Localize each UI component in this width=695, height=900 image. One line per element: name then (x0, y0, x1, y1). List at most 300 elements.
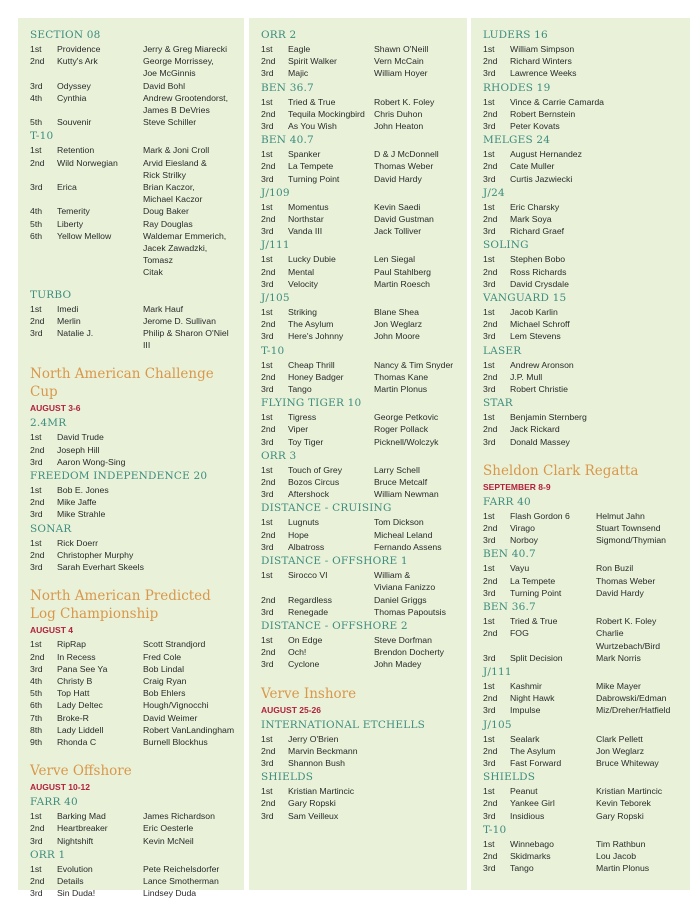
skipper: Gary Ropski (288, 798, 336, 809)
result-row (30, 303, 236, 315)
event-title: Verve Offshore (30, 763, 132, 780)
result-row (261, 569, 459, 593)
class-heading: BEN 36.7 (483, 601, 536, 614)
class-section (483, 238, 682, 290)
skipper: William Hoyer (374, 68, 428, 79)
skipper: John Moore (374, 331, 420, 342)
class-section (261, 449, 459, 501)
result-row (261, 488, 459, 500)
boat-name: Imedi (57, 303, 79, 314)
class-heading: RHODES 19 (483, 81, 551, 94)
class-heading: SONAR (30, 522, 72, 535)
boat-name: The Asylum (288, 319, 334, 330)
class-heading: LUDERS 16 (483, 29, 548, 41)
result-row (261, 423, 459, 435)
skipper: Waldemar Emmerich, Jacek Zawadzki, Tomasz Citak (143, 230, 227, 278)
skipper: Cate Muller (510, 161, 555, 172)
skipper: Fernando Assens (374, 541, 442, 552)
class-section (30, 469, 236, 521)
skipper: D & J McDonnell (374, 149, 439, 160)
class-heading: 2.4MR (30, 417, 67, 430)
result-row (30, 43, 236, 55)
class-section (483, 770, 682, 822)
result-row (30, 699, 236, 711)
class-heading: T-10 (261, 344, 285, 357)
boat-name: Velocity (288, 278, 318, 289)
place: 1st (483, 563, 495, 574)
boat-name: Tango (288, 384, 312, 395)
result-row (30, 537, 236, 549)
result-row (261, 476, 459, 488)
boat-name: Turning Point (288, 173, 340, 184)
boat-name: Lugnuts (288, 517, 319, 528)
result-row (30, 822, 236, 834)
class-heading: J/24 (483, 186, 505, 199)
result-row (483, 359, 682, 371)
result-row (483, 371, 682, 383)
boat-name: Lady Liddell (57, 724, 104, 735)
skipper: Charlie Wurtzebach/Bird (596, 628, 661, 651)
result-row (483, 383, 682, 395)
place: 3rd (261, 226, 274, 237)
results-column-1 (18, 18, 244, 899)
result-row (483, 411, 682, 423)
skipper: Brendon Docherty (374, 647, 445, 658)
boat-name: Vanda III (288, 226, 323, 237)
class-section (483, 344, 682, 396)
boat-name: Top Hatt (57, 688, 90, 699)
place: 4th (30, 92, 43, 103)
boat-name: Souvenir (57, 117, 92, 128)
boat-name: Kashmir (510, 680, 542, 691)
skipper: Robert K. Foley (374, 96, 435, 107)
skipper: Paul Stahlberg (374, 266, 431, 277)
skipper: Daniel Griggs (374, 594, 427, 605)
place: 2nd (483, 523, 498, 534)
result-row (30, 875, 236, 887)
place: 2nd (30, 497, 45, 508)
skipper: Stephen Bobo (510, 254, 566, 265)
place: 3rd (30, 835, 43, 846)
class-heading: J/105 (261, 292, 290, 305)
skipper: Lem Stevens (510, 331, 561, 342)
class-section (30, 638, 236, 748)
place: 3rd (30, 509, 43, 520)
skipper: Jerome D. Sullivan (143, 315, 216, 326)
skipper: Kevin Teborek (596, 798, 651, 809)
skipper: Mike Mayer (596, 680, 641, 691)
skipper: Thomas Papoutsis (374, 606, 446, 617)
result-row (483, 43, 682, 55)
skipper: David Weimer (143, 712, 198, 723)
result-row (30, 887, 236, 899)
skipper: Thomas Weber (596, 575, 656, 586)
result-row (261, 745, 459, 757)
boat-name: Split Decision (510, 652, 563, 663)
boat-name: Cynthia (57, 92, 87, 103)
place: 1st (261, 464, 273, 475)
result-row (483, 67, 682, 79)
place: 5th (30, 218, 43, 229)
place: 2nd (483, 266, 498, 277)
class-section (261, 186, 459, 238)
place: 9th (30, 736, 43, 747)
place: 1st (483, 307, 495, 318)
skipper: David Hardy (596, 587, 644, 598)
result-row (261, 436, 459, 448)
place: 2nd (483, 798, 498, 809)
class-section (30, 416, 236, 468)
result-row (261, 529, 459, 541)
result-row (483, 148, 682, 160)
boat-name: Cyclone (288, 659, 320, 670)
class-heading: INTERNATIONAL ETCHELLS (261, 718, 426, 731)
result-row (30, 712, 236, 724)
skipper: David Crysdale (510, 278, 569, 289)
result-row (30, 835, 236, 847)
place: 2nd (30, 823, 45, 834)
boat-name: Albatross (288, 541, 325, 552)
class-section (483, 133, 682, 185)
place: 3rd (261, 121, 274, 132)
place: 3rd (261, 541, 274, 552)
place: 6th (30, 700, 43, 711)
place: 2nd (483, 56, 498, 67)
boat-name: Merlin (57, 315, 81, 326)
skipper: Mark Norris (596, 652, 641, 663)
result-row (30, 230, 236, 279)
class-heading: STAR (483, 397, 513, 410)
place: 2nd (483, 319, 498, 330)
result-row (483, 615, 682, 627)
class-heading: VANGUARD 15 (483, 292, 567, 305)
boat-name: Bozos Circus (288, 477, 340, 488)
result-row (261, 757, 459, 769)
place: 1st (483, 510, 495, 521)
place: 3rd (30, 562, 43, 573)
place: 1st (261, 307, 273, 318)
place: 1st (30, 639, 42, 650)
place: 3rd (30, 888, 43, 899)
boat-name: Providence (57, 44, 101, 54)
skipper: Jack Tolliver (374, 226, 422, 237)
result-row (30, 92, 236, 116)
class-section (483, 28, 682, 80)
result-row (483, 733, 682, 745)
result-row (483, 108, 682, 120)
skipper: David Gustman (374, 214, 434, 225)
skipper: Christopher Murphy (57, 549, 134, 560)
skipper: Shannon Bush (288, 757, 345, 768)
result-row (483, 652, 682, 664)
class-heading: FREEDOM INDEPENDENCE 20 (30, 470, 208, 483)
skipper: Len Siegal (374, 254, 416, 265)
result-row (30, 80, 236, 92)
class-section (261, 770, 459, 822)
boat-name: Skidmarks (510, 850, 551, 861)
place: 5th (30, 688, 43, 699)
result-row (261, 594, 459, 606)
result-row (30, 55, 236, 79)
place: 2nd (30, 157, 45, 168)
place: 2nd (30, 315, 45, 326)
place: 1st (483, 201, 495, 212)
boat-name: Tequila Mockingbird (288, 108, 365, 119)
boat-name: Virago (510, 523, 535, 534)
result-row (483, 562, 682, 574)
boat-name: RipRap (57, 639, 86, 650)
boat-name: Aftershock (288, 489, 330, 500)
class-heading: SHIELDS (483, 771, 536, 784)
boat-name: Sealark (510, 733, 540, 744)
skipper: Benjamin Sternberg (510, 412, 587, 423)
class-section (261, 344, 459, 396)
result-row (261, 201, 459, 213)
result-row (261, 120, 459, 132)
boat-name: In Recess (57, 651, 96, 662)
class-section (30, 795, 236, 847)
place: 3rd (483, 535, 496, 546)
place: 1st (261, 412, 273, 423)
result-row (30, 218, 236, 230)
place: 1st (483, 44, 495, 54)
result-row (261, 464, 459, 476)
place: 2nd (483, 371, 498, 382)
place: 1st (261, 201, 273, 212)
skipper: Sigmond/Thymian (596, 535, 667, 546)
result-row (30, 444, 236, 456)
place: 3rd (30, 182, 43, 193)
skipper: Blane Shea (374, 307, 419, 318)
skipper: Rick Doerr (57, 537, 99, 548)
skipper: Vern McCain (374, 56, 424, 67)
skipper: Larry Schell (374, 464, 420, 475)
place: 7th (30, 712, 43, 723)
result-row (261, 173, 459, 185)
skipper: Andrew Aronson (510, 359, 574, 370)
skipper: Vince & Carrie Camarda (510, 96, 604, 107)
skipper: Arvid Eiesland & Rick Strilky (143, 157, 207, 180)
place: 3rd (261, 68, 274, 79)
place: 2nd (261, 594, 276, 605)
result-row (30, 561, 236, 573)
boat-name: On Edge (288, 634, 323, 645)
class-heading: BEN 40.7 (483, 548, 536, 561)
boat-name: Majic (288, 68, 309, 79)
skipper: Robert K. Foley (596, 616, 657, 627)
result-row (261, 411, 459, 423)
results-column-3 (471, 18, 690, 890)
class-section (483, 547, 682, 599)
result-row (261, 318, 459, 330)
class-section (483, 186, 682, 238)
result-row (30, 638, 236, 650)
result-row (483, 436, 682, 448)
place: 3rd (483, 863, 496, 874)
skipper: Lou Jacob (596, 850, 637, 861)
place: 1st (483, 149, 495, 160)
place: 1st (483, 680, 495, 691)
place: 1st (30, 44, 42, 54)
result-row (483, 201, 682, 213)
place: 2nd (30, 549, 45, 560)
skipper: Joseph Hill (57, 444, 100, 455)
boat-name: Tango (510, 863, 534, 874)
place: 1st (483, 96, 495, 107)
boat-name: Striking (288, 307, 317, 318)
boat-name: Here's Johnny (288, 331, 344, 342)
result-row (483, 797, 682, 809)
skipper: Micheal Leland (374, 529, 433, 540)
result-row (30, 651, 236, 663)
event-date: AUGUST 4 (30, 625, 73, 636)
class-heading: DISTANCE - OFFSHORE 1 (261, 555, 408, 568)
skipper: Lance Smotherman (143, 875, 219, 886)
class-heading: ORR 1 (30, 848, 66, 861)
skipper: Thomas Kane (374, 371, 429, 382)
class-section (261, 554, 459, 618)
skipper: Kristian Martincic (596, 786, 663, 797)
boat-name: Viper (288, 424, 309, 435)
class-section (483, 396, 682, 448)
skipper: Robert VanLandingham (143, 724, 235, 735)
skipper: James Richardson (143, 811, 215, 822)
boat-name: Tigress (288, 412, 317, 423)
result-row (30, 736, 236, 748)
place: 1st (483, 359, 495, 370)
class-heading: MELGES 24 (483, 134, 551, 147)
boat-name: Cheap Thrill (288, 359, 335, 370)
place: 1st (483, 616, 495, 627)
result-row (30, 157, 236, 181)
place: 2nd (483, 693, 498, 704)
skipper: Robert Bernstein (510, 108, 576, 119)
boat-name: La Tempete (288, 161, 334, 172)
boat-name: La Tempete (510, 575, 556, 586)
skipper: Fred Cole (143, 651, 182, 662)
place: 1st (261, 359, 273, 370)
skipper: Sarah Everhart Skeels (57, 562, 144, 573)
place: 2nd (261, 477, 276, 488)
result-row (261, 67, 459, 79)
skipper: Andrew Grootendorst, James B DeVries (143, 92, 228, 116)
boat-name: Sirocco VI (288, 570, 328, 581)
place: 1st (483, 412, 495, 423)
place: 3rd (483, 226, 496, 237)
boat-name: Winnebago (510, 838, 554, 849)
result-row (483, 692, 682, 704)
skipper: Pete Reichelsdorfer (143, 863, 220, 874)
skipper: Bruce Whiteway (596, 757, 659, 768)
boat-name: Broke-R (57, 712, 89, 723)
class-section (483, 718, 682, 770)
class-heading: DISTANCE - OFFSHORE 2 (261, 619, 408, 632)
skipper: Marvin Beckmann (288, 745, 358, 756)
skipper: Dabrowski/Edman (596, 693, 667, 704)
class-heading: SOLING (483, 239, 529, 252)
boat-name: Christy B (57, 675, 93, 686)
result-row (30, 675, 236, 687)
class-section (261, 291, 459, 343)
place: 3rd (483, 331, 496, 342)
skipper: George Morrissey, Joe McGinnis (143, 56, 214, 79)
skipper: Martin Plonus (596, 863, 650, 874)
result-row (483, 745, 682, 757)
place: 4th (30, 206, 43, 217)
skipper: Brian Kaczor, Michael Kaczor (143, 182, 203, 205)
place: 3rd (483, 587, 496, 598)
boat-name: Fast Forward (510, 757, 562, 768)
result-row (30, 863, 236, 875)
skipper: Mike Jaffe (57, 497, 97, 508)
class-section (261, 81, 459, 133)
skipper: Chris Duhon (374, 108, 423, 119)
result-row (261, 359, 459, 371)
result-row (483, 173, 682, 185)
boat-name: Northstar (288, 214, 324, 225)
place: 1st (30, 537, 42, 548)
skipper: Jerry O'Brien (288, 733, 339, 744)
place: 3rd (261, 810, 274, 821)
result-row (261, 810, 459, 822)
result-row (261, 646, 459, 658)
place: 3rd (483, 757, 496, 768)
boat-name: Yellow Mellow (57, 230, 112, 241)
result-row (30, 687, 236, 699)
skipper: Mark Soya (510, 214, 552, 225)
boat-name: Och! (288, 647, 307, 658)
skipper: William Newman (374, 489, 439, 500)
class-heading: J/111 (261, 239, 290, 252)
skipper: Ron Buzil (596, 563, 634, 574)
boat-name: Honey Badger (288, 371, 344, 382)
skipper: Michael Schroff (510, 319, 570, 330)
place: 2nd (261, 529, 276, 540)
place: 2nd (261, 266, 276, 277)
skipper: Kristian Martincic (288, 786, 355, 797)
result-row (261, 266, 459, 278)
place: 3rd (30, 456, 43, 467)
result-row (483, 423, 682, 435)
place: 2nd (483, 108, 498, 119)
place: 2nd (261, 371, 276, 382)
class-heading: T-10 (30, 130, 54, 143)
boat-name: Spanker (288, 149, 321, 160)
skipper: Jacob Karlin (510, 307, 558, 318)
boat-name: Kutty's Ark (57, 56, 98, 67)
result-row (483, 838, 682, 850)
place: 1st (30, 145, 42, 156)
place: 2nd (261, 798, 276, 809)
class-heading: FARR 40 (30, 796, 78, 809)
event-title: Verve Inshore (261, 685, 357, 702)
boat-name: Pana See Ya (57, 663, 108, 674)
boat-name: Eagle (288, 44, 311, 54)
class-heading: ORR 3 (261, 449, 297, 462)
result-row (483, 575, 682, 587)
place: 3rd (30, 80, 43, 91)
result-row (30, 116, 236, 128)
result-row (261, 541, 459, 553)
class-heading: J/111 (483, 665, 512, 678)
skipper: Craig Ryan (143, 675, 187, 686)
boat-name: Barking Mad (57, 811, 106, 822)
skipper: Clark Pellett (596, 733, 643, 744)
place: 1st (261, 634, 273, 645)
result-row (483, 534, 682, 546)
place: 2nd (261, 647, 276, 658)
class-section (261, 396, 459, 448)
